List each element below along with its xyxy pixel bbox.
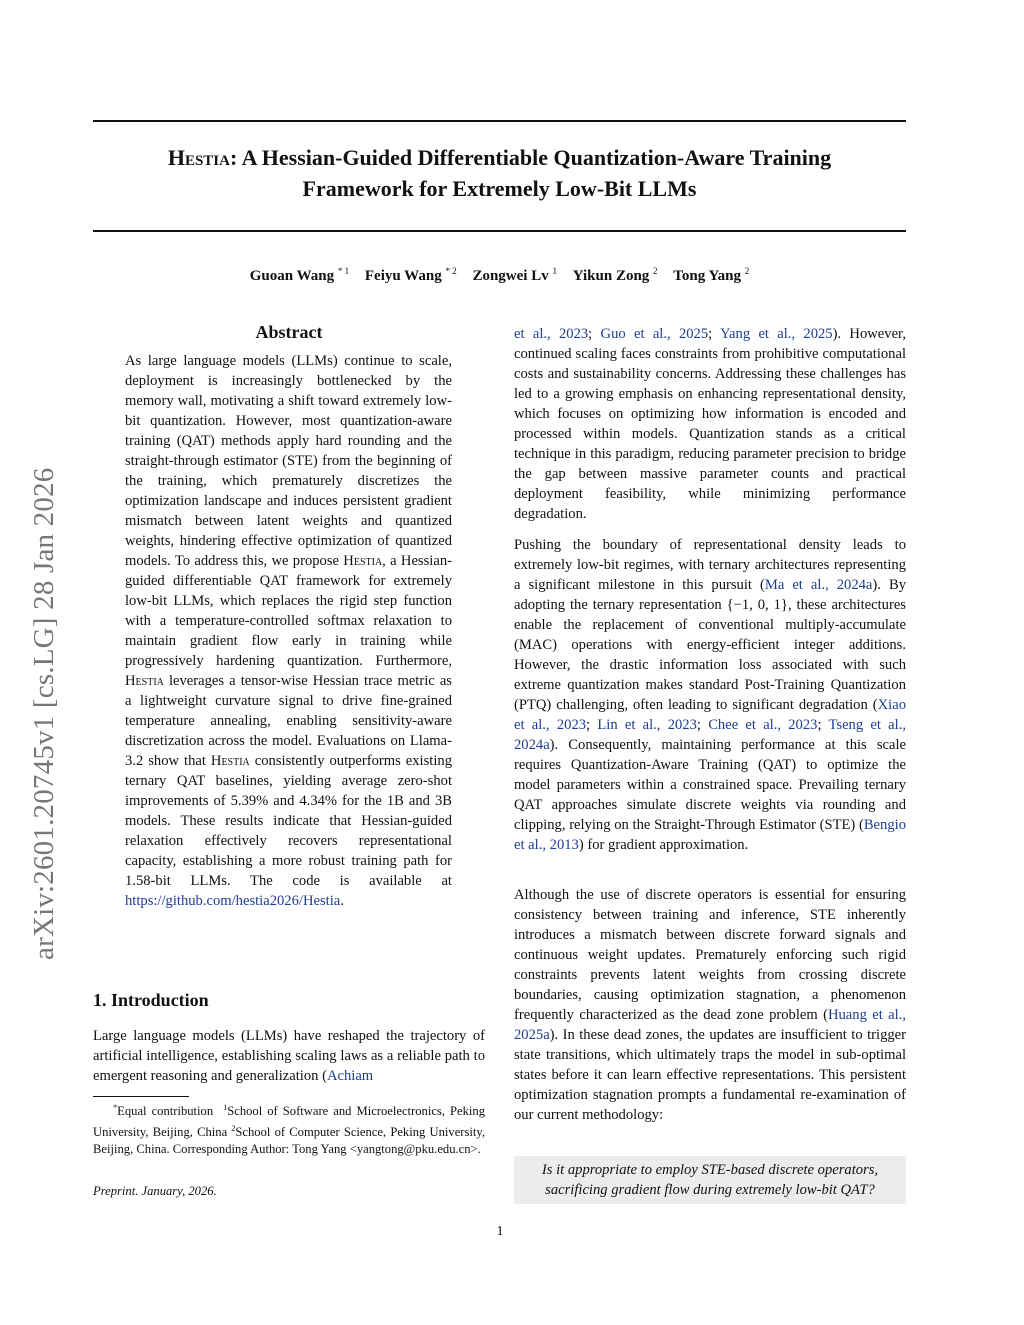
author-list [93, 266, 906, 285]
citation-link[interactable]: Guo et al., 2025 [600, 326, 709, 342]
method-name: Hestia [210, 753, 250, 769]
method-name: Hestia [343, 553, 383, 569]
citation-link[interactable]: Yang et al., 2025 [719, 326, 833, 342]
right-paragraph-2: Pushing the boundary of representational density leads to extremely low-bit regimes, with ternary architectures representing a significant milestone in this pursuit (Ma et al., 2024a). By adopting the ternary representation {−1, 0, 1}, these architectures enable the replacement of conventional multiply-accumulate (MAC) operations with energy-efficient integer additions. However, the drastic information loss associated with such extreme quantization makes standard Post-Training Quantization (PTQ) challenging, often leading to significant degradation (Xiao et al., 2023; Lin et al., 2023; Chee et al., 2023; Tseng et al., 2024a). Consequently, maintaining performance at this scale requires Quantization-Aware Training (QAT) to optimize the model parameters within a constrained space. Prevailing ternary QAT approaches simulate discrete weights via rounding and clipping, relying on the Straight-Through Estimator (STE) (Bengio et al., 2013) for gradient approximation. [514, 537, 906, 853]
footnote-rule [93, 1096, 189, 1097]
abstract-heading: Abstract [255, 322, 323, 342]
right-paragraph-3: Although the use of discrete operators is essential for ensuring consistency between training and inference, STE inherently introduces a mismatch between discrete forward signals and continuous weight updates. Prematurely enforcing such rigid constraints prevents latent weights from crossing discrete boundaries, causing optimization stagnation, a phenomenon frequently characterized as the dead zone problem (Huang et al., 2025a). In these dead zones, the updates are insufficient to trigger state transitions, which ultimately traps the model in sub-optimal states before it can learn effective representations. This persistent optimization stagnation prompts a fundamental re-examination of our current methodology: [514, 887, 906, 1123]
citation-link[interactable]: Ma et al., 2024a [764, 577, 873, 593]
intro-paragraph: Large language models (LLMs) have reshaped the trajectory of artificial intelligence, establishing scaling laws as a reliable path to emergent reasoning and generalization (Achiam [93, 1028, 485, 1084]
ternary-set: {−1, 0, 1} [726, 597, 788, 613]
paper-title [93, 142, 906, 204]
section-heading-introduction: 1. Introduction [93, 990, 209, 1010]
citation-link[interactable]: Lin et al., 2023 [597, 717, 697, 733]
right-paragraph-1: et al., 2023; Guo et al., 2025; Yang et al., 2025). However, continued scaling faces constraints from prohibitive computational costs and sustainability concerns. Addressing these challenges has led to a growing emphasis on enhancing representational density, which focuses on optimizing how information is encoded and processed within models. Quantization stands as a critical technique in this paradigm, reducing parameter precision to bridge the gap between massive parameter counts and practical deployment feasibility, while minimizing performance degradation. [514, 326, 906, 522]
author: Guoan Wang $^{* 1}$ [249, 266, 350, 284]
title-bottom-rule [93, 230, 906, 232]
citation-link[interactable]: Huang et al., 2025a [514, 1007, 906, 1043]
citation-link[interactable]: Chee et al., 2023 [708, 717, 818, 733]
citation-link[interactable]: Xiao et al., 2023 [514, 697, 906, 733]
citation-link[interactable]: Tseng et al., 2024a [514, 717, 906, 753]
question-line-1: Is it appropriate to employ STE-based discrete operators, [541, 1162, 879, 1178]
citation-link[interactable]: et al., 2023 [514, 326, 589, 342]
author: Feiyu Wang $^{* 2}$ [364, 266, 457, 284]
question-line-2: sacrificing gradient flow during extremely low-bit QAT? [545, 1182, 875, 1198]
method-name: Hestia [125, 673, 164, 689]
title-name: Hestia [167, 145, 230, 170]
abstract-body: As large language models (LLMs) continue to scale, deployment is increasingly bottlenecked by the memory wall, motivating a shift toward extremely low-bit quantization. However, most quantization-aware training (QAT) methods apply hard rounding and the straight-through estimator (STE) from the beginning of the training, which prematurely discretizes the optimization landscape and induces persistent gradient mismatch between latent weights and quantized weights, hindering effective optimization of quantized models. To address this, we propose Hestia, a Hessian-guided differentiable QAT framework for extremely low-bit LLMs, which replaces the rigid step function with a temperature-controlled softmax relaxation to maintain gradient flow early in training while progressively hardening quantization. Furthermore, Hestia leverages a tensor-wise Hessian trace metric as a lightweight curvature signal to drive fine-grained temperature annealing, enabling sensitivity-aware discretization across the model. Evaluations on Llama-3.2 show that Hestia consistently outperforms existing ternary QAT baselines, yielding average zero-shot improvements of 5.39% and 4.34% for the 1B and 3B models. These results indicate that Hessian-guided relaxation effectively recovers representational capacity, establishing a more robust training path for 1.58-bit LLMs. The code is available at https://github.com/hestia2026/Hestia. [125, 353, 452, 909]
citation-link[interactable]: Bengio et al., 2013 [514, 817, 906, 853]
title-top-rule [93, 120, 906, 122]
author: Tong Yang $^2$ [673, 266, 750, 284]
citation-link[interactable]: Achiam [326, 1068, 374, 1084]
title-line1: : A Hessian-Guided Differentiable Quantization-Aware Training [229, 145, 832, 170]
page-number: 1 [496, 1224, 504, 1239]
author: Yikun Zong $^2$ [572, 266, 658, 284]
code-link[interactable]: https://github.com/hestia2026/Hestia [125, 893, 341, 909]
preprint-note: Preprint. January, 2026. [93, 1184, 217, 1198]
arxiv-identifier: arXiv:2601.20745v1 [cs.LG] 28 Jan 2026 [28, 467, 60, 960]
footnote: *Equal contribution $^1$School of Software and Microelectronics, Peking University, Beijing, China $^2$School of Computer Science, Peking University, Beijing, China. Corresponding Author: Tong Yang <yangtong@pku.edu.cn>. [93, 1103, 486, 1157]
author: Zongwei Lv $^1$ [472, 266, 557, 284]
title-line2: Framework for Extremely Low-Bit LLMs [302, 176, 697, 201]
research-question-box [514, 1156, 906, 1204]
